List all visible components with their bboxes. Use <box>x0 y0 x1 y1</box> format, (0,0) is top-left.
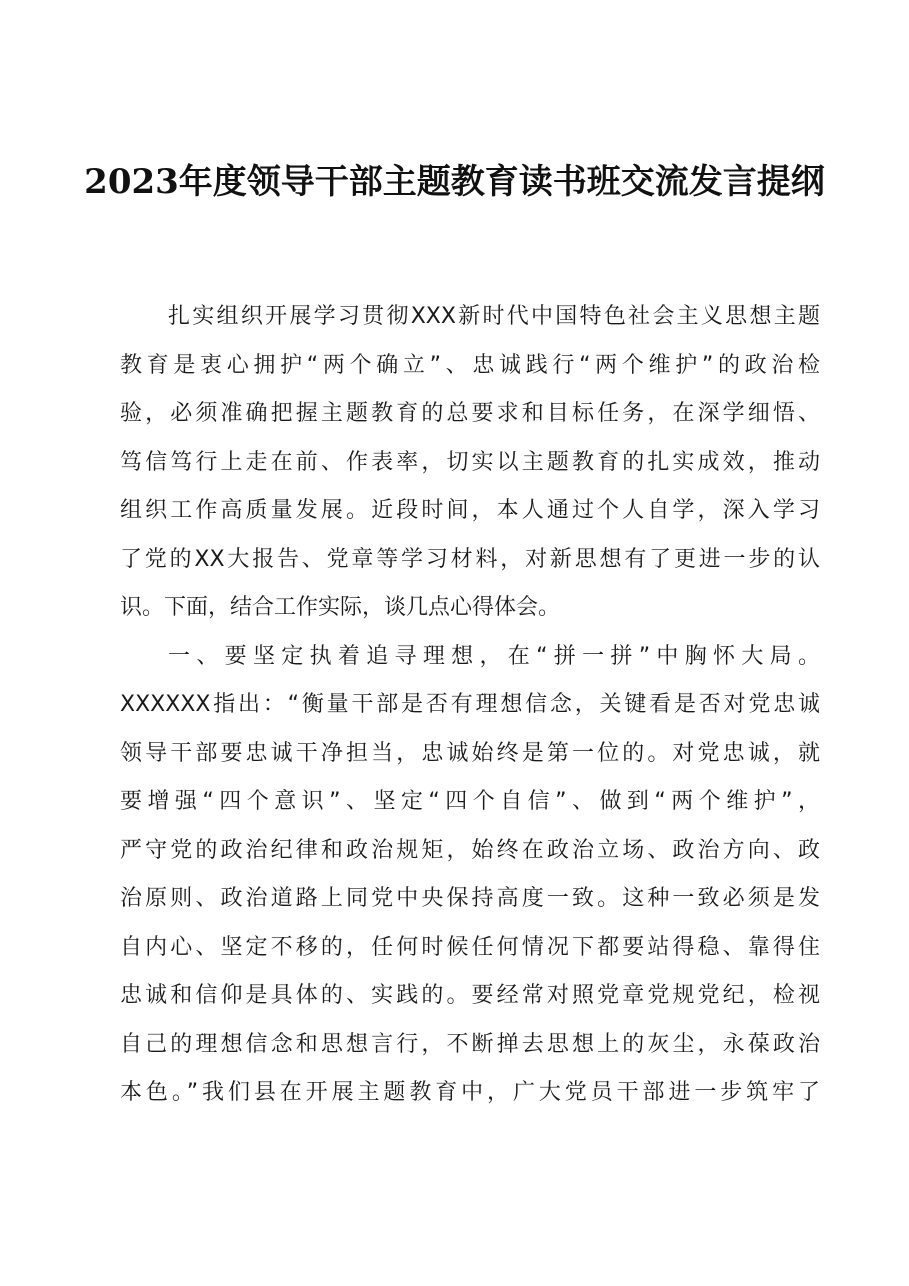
paragraph-line: 自内心、坚定不移的，任何时候任何情况下都要站得稳、靠得住 <box>120 934 820 960</box>
document-title: 2023年度领导干部主题教育读书班交流发言提纲 <box>84 162 825 202</box>
paragraph-line: 自己的理想信念和思想言行，不断掸去思想上的灰尘，永葆政治 <box>120 1031 820 1057</box>
paragraph-line: 治原则、政治道路上同党中央保持高度一致。这种一致必须是发 <box>120 886 820 911</box>
paragraph-line: 要增强“四个意识”、坚定“四个自信”、做到“两个维护”， <box>120 789 820 814</box>
paragraph-line: 识。下面，结合工作实际，谈几点心得体会。 <box>120 595 561 620</box>
paragraph-line: XXXXXX指出：“衡量干部是否有理想信念，关键看是否对党忠诚 <box>120 692 820 717</box>
document-body <box>120 293 820 1118</box>
paragraph-line: 了党的XX大报告、党章等学习材料，对新思想有了更进一步的认 <box>120 546 820 572</box>
section-heading-line: 一、要坚定执着追寻理想，在“拼一拼”中胸怀大局。 <box>168 643 820 669</box>
paragraph-line: 本色。”我们县在开展主题教育中，广大党员干部进一步筑牢了 <box>120 1080 820 1105</box>
paragraph-line: 领导干部要忠诚干净担当，忠诚始终是第一位的。对党忠诚，就 <box>120 740 820 766</box>
paragraph-line: 严守党的政治纪律和政治规矩，始终在政治立场、政治方向、政 <box>120 837 820 863</box>
paragraph-line: 验，必须准确把握主题教育的总要求和目标任务，在深学细悟、 <box>120 401 820 426</box>
paragraph-line: 扎实组织开展学习贯彻XXX新时代中国特色社会主义思想主题 <box>168 304 820 329</box>
paragraph-line: 组织工作高质量发展。近段时间，本人通过个人自学，深入学习 <box>120 498 820 523</box>
paragraph-line: 忠诚和信仰是具体的、实践的。要经常对照党章党规党纪，检视 <box>120 983 820 1008</box>
paragraph-line: 教育是衷心拥护“两个确立”、忠诚践行“两个维护”的政治检 <box>120 352 820 378</box>
paragraph-line: 笃信笃行上走在前、作表率，切实以主题教育的扎实成效，推动 <box>120 449 820 475</box>
